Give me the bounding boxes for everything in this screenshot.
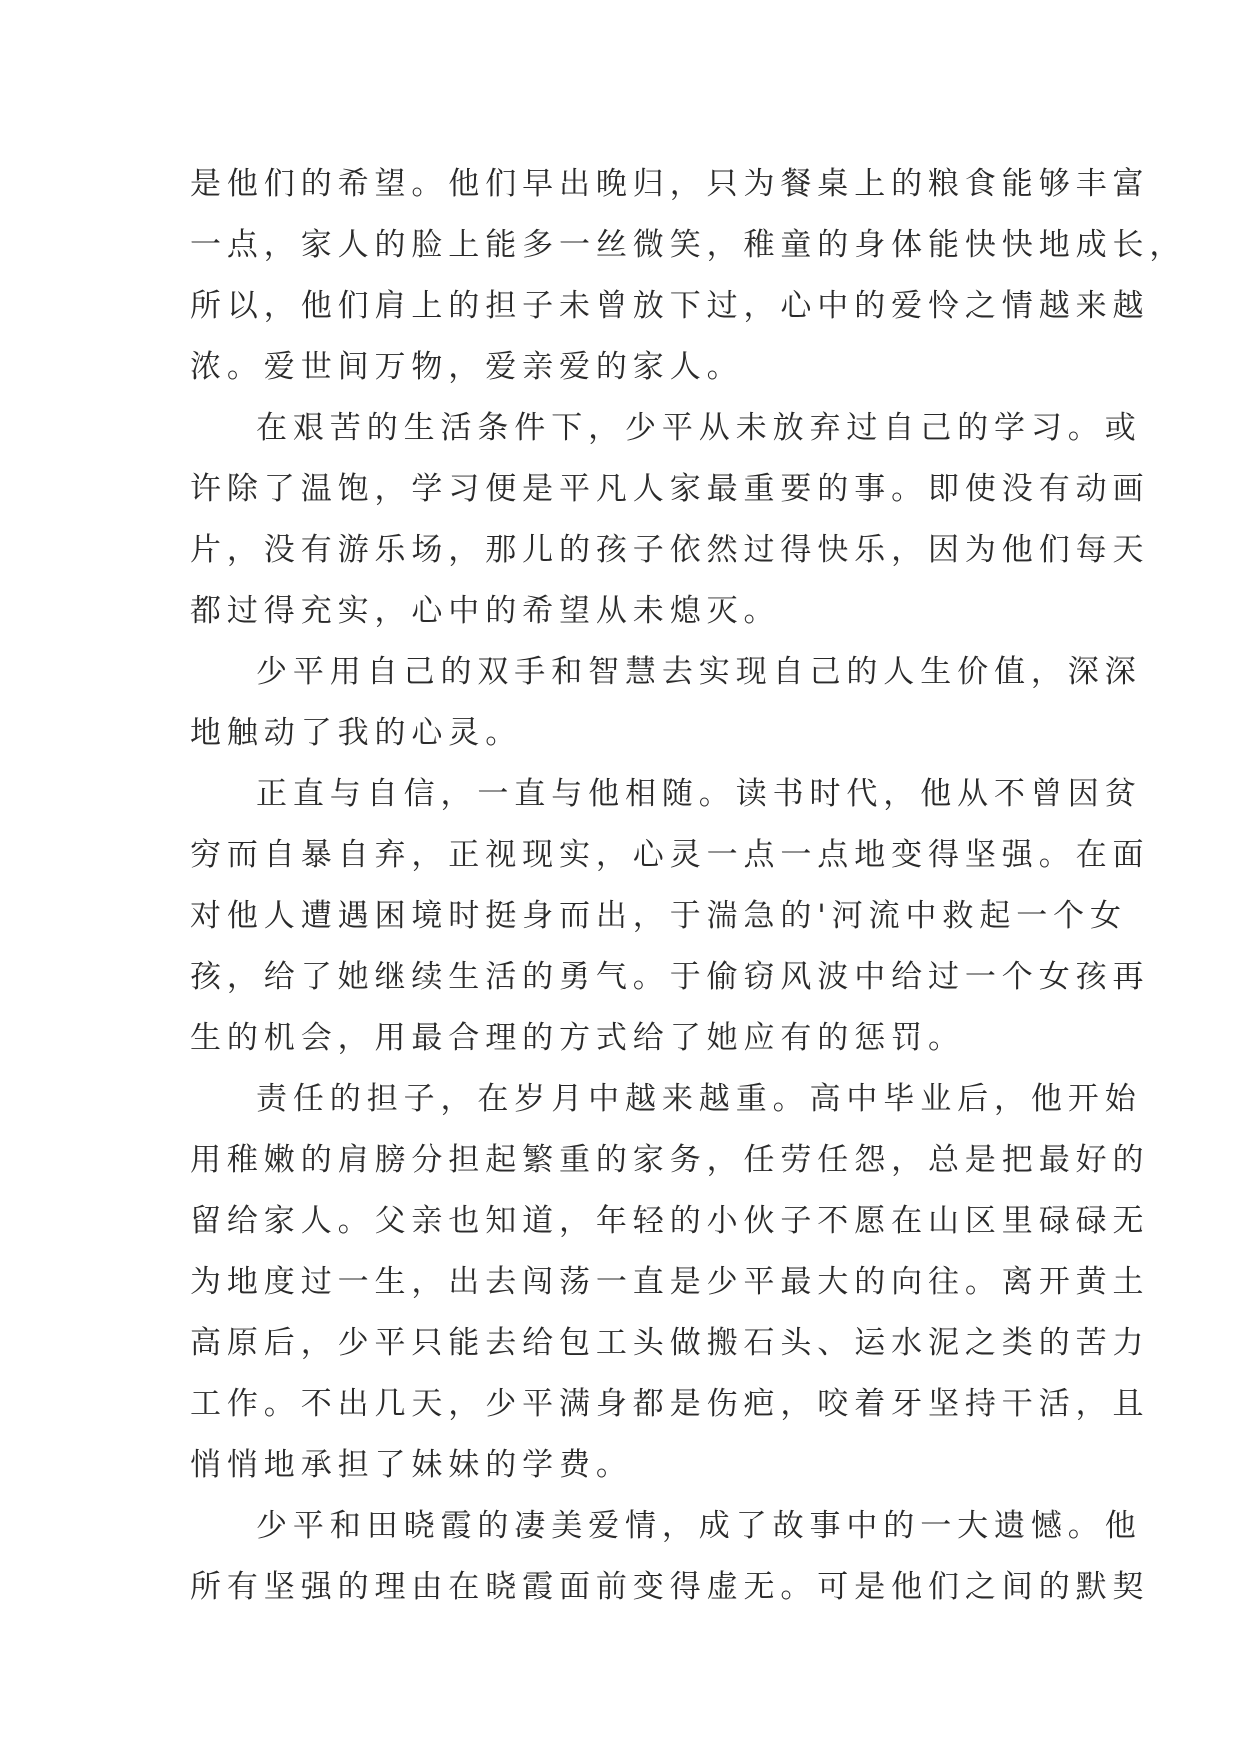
text-line: 一点，家人的脸上能多一丝微笑，稚童的身体能快快地成长， (190, 227, 1187, 263)
text-line: 许除了温饱，学习便是平凡人家最重要的事。即使没有动画 (190, 471, 1150, 507)
text-line: 穷而自暴自弃，正视现实，心灵一点一点地变得坚强。在面 (190, 837, 1150, 873)
body-text (190, 154, 1187, 1618)
paragraph-2 (190, 398, 1150, 642)
paragraph-1 (190, 154, 1187, 398)
text-line: 工作。不出几天，少平满身都是伤疤，咬着牙坚持干活，且 (190, 1386, 1150, 1422)
text-line: 片，没有游乐场，那儿的孩子依然过得快乐，因为他们每天 (190, 532, 1150, 568)
text-line: 悄悄地承担了妹妹的学费。 (190, 1447, 633, 1483)
text-line: 在艰苦的生活条件下，少平从未放弃过自己的学习。或 (256, 410, 1142, 446)
text-line: 留给家人。父亲也知道，年轻的小伙子不愿在山区里碌碌无 (190, 1203, 1150, 1239)
paragraph-5 (190, 1069, 1150, 1496)
text-line: 地触动了我的心灵。 (190, 715, 523, 751)
text-line: 为地度过一生，出去闯荡一直是少平最大的向往。离开黄土 (190, 1264, 1150, 1300)
text-line: 所以，他们肩上的担子未曾放下过，心中的爱怜之情越来越 (190, 288, 1150, 324)
text-line: 少平用自己的双手和智慧去实现自己的人生价值，深深 (256, 654, 1142, 690)
text-line: 是他们的希望。他们早出晚归，只为餐桌上的粮食能够丰富 (190, 166, 1150, 202)
text-line: 对他人遭遇困境时挺身而出，于湍急的'河流中救起一个女 (190, 898, 1127, 934)
text-line: 孩，给了她继续生活的勇气。于偷窃风波中给过一个女孩再 (190, 959, 1150, 995)
text-line: 生的机会，用最合理的方式给了她应有的惩罚。 (190, 1020, 965, 1056)
paragraph-6 (190, 1496, 1150, 1618)
text-line: 责任的担子，在岁月中越来越重。高中毕业后，他开始 (256, 1081, 1142, 1117)
text-line: 所有坚强的理由在晓霞面前变得虚无。可是他们之间的默契 (190, 1569, 1150, 1605)
text-line: 都过得充实，心中的希望从未熄灭。 (190, 593, 781, 629)
paragraph-4 (190, 764, 1150, 1069)
text-line: 用稚嫩的肩膀分担起繁重的家务，任劳任怨，总是把最好的 (190, 1142, 1150, 1178)
text-line: 少平和田晓霞的凄美爱情，成了故事中的一大遗憾。他 (256, 1508, 1142, 1544)
text-line: 浓。爱世间万物，爱亲爱的家人。 (190, 349, 744, 385)
text-line: 正直与自信，一直与他相随。读书时代，他从不曾因贫 (256, 776, 1142, 812)
text-line: 高原后，少平只能去给包工头做搬石头、运水泥之类的苦力 (190, 1325, 1150, 1361)
paragraph-3 (190, 642, 1142, 764)
